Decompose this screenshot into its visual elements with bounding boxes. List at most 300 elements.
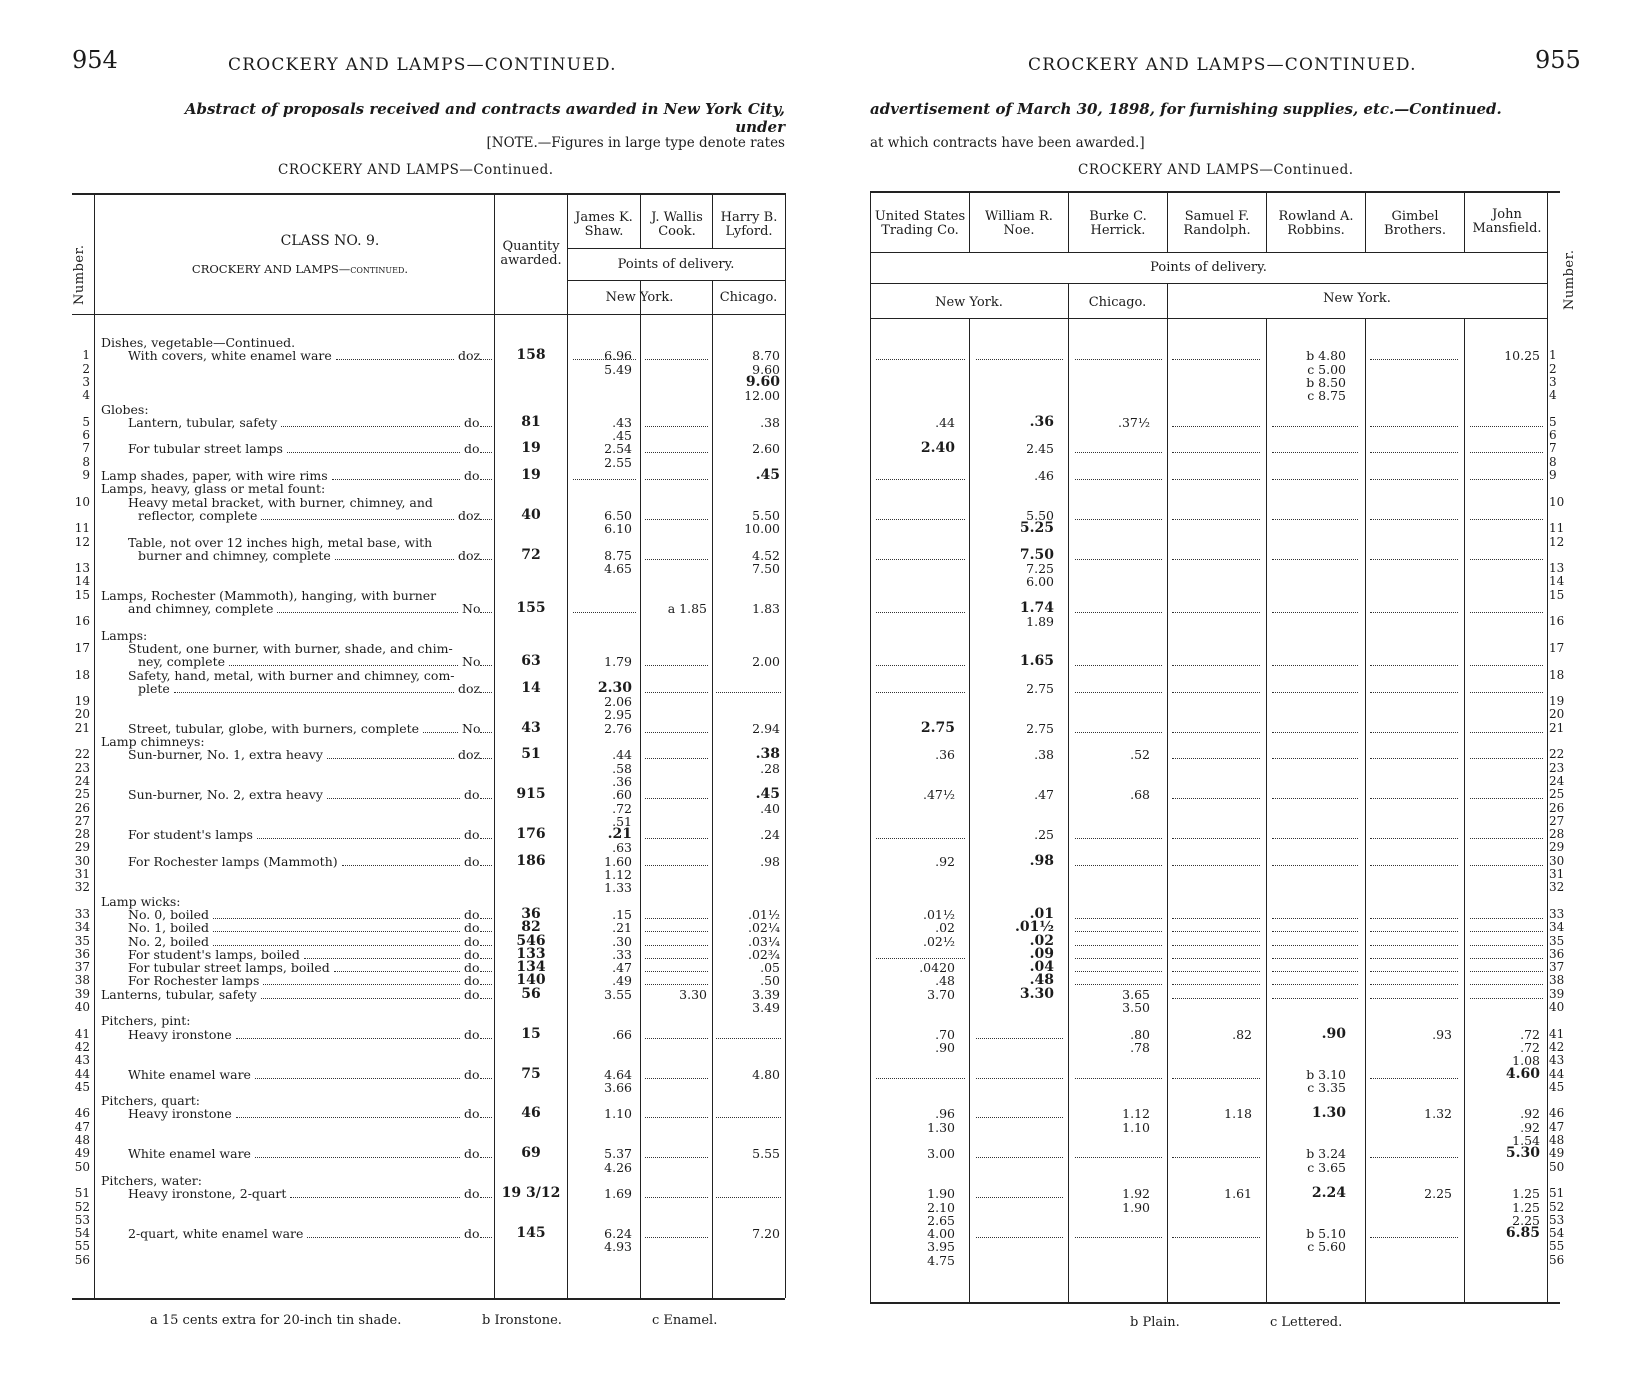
bid-ust: .36 (935, 747, 955, 763)
bid-lyford: 4.80 (752, 1066, 780, 1082)
bid-ust: .92 (935, 853, 955, 869)
row-number: 7 (82, 441, 90, 456)
bid-shaw: 2.06 (604, 694, 632, 710)
quantity-awarded: 51 (521, 746, 541, 763)
row-number-right: 13 (1549, 561, 1565, 576)
row-number: 19 (74, 694, 90, 709)
empty-cell-dots (1075, 665, 1162, 666)
bid-mansfield: 1.08 (1512, 1053, 1540, 1069)
leader-dots (480, 612, 492, 613)
bid-noe: 6.00 (1026, 574, 1054, 590)
quantity-awarded: 63 (521, 653, 541, 670)
bid-ust: 3.95 (927, 1239, 955, 1255)
bid-lyford: 2.94 (752, 720, 780, 736)
quantity-awarded: 19 (521, 440, 541, 457)
row-number: 36 (74, 946, 90, 961)
empty-cell-dots (1075, 958, 1162, 959)
bid-shaw: .43 (612, 414, 632, 430)
bid-robbins: b 4.80 (1306, 348, 1346, 364)
row-number-right: 36 (1549, 946, 1565, 961)
row-number-right: 40 (1549, 1000, 1565, 1014)
item-description: White enamel ware (128, 1146, 251, 1162)
leader-dots (307, 1237, 460, 1238)
item-unit: do (464, 920, 480, 936)
bid-shaw: 3.66 (604, 1079, 632, 1095)
bid-shaw: 6.10 (604, 521, 632, 537)
row-number-right: 26 (1549, 800, 1565, 815)
empty-cell-dots (1075, 838, 1162, 839)
empty-cell-dots (1272, 665, 1358, 666)
empty-cell-dots (645, 1197, 708, 1198)
bid-shaw: .58 (612, 760, 632, 776)
leader-dots (480, 958, 492, 959)
item-description: Heavy ironstone (128, 1026, 232, 1042)
item-unit: do (464, 1026, 480, 1042)
empty-cell-dots (1370, 426, 1458, 427)
item-unit: do (464, 468, 480, 483)
empty-cell-dots (1370, 359, 1458, 360)
bid-lyford: .05 (760, 960, 780, 976)
bid-lyford: 7.20 (752, 1226, 780, 1242)
bidder-cook: J. Wallis Cook. (651, 210, 703, 239)
bid-noe: .47 (1034, 787, 1054, 803)
right-page-number: 955 (1535, 46, 1581, 74)
row-number: 49 (74, 1146, 90, 1161)
item-description: Lamps: (101, 627, 148, 643)
bid-robbins: b 3.24 (1306, 1146, 1346, 1162)
quantity-awarded: 46 (521, 1105, 541, 1122)
empty-cell-dots (645, 1157, 708, 1158)
item-unit: do (464, 906, 480, 922)
empty-cell-dots (876, 1078, 965, 1079)
bid-ust: .02 (935, 920, 955, 936)
empty-cell-dots (1470, 798, 1543, 799)
empty-cell-dots (1172, 692, 1260, 693)
right-location-new-york-2: New York. (1323, 291, 1391, 306)
quantity-awarded: 36 (521, 905, 541, 922)
empty-cell-dots (1370, 1237, 1458, 1238)
row-number-right: 31 (1549, 867, 1565, 881)
empty-cell-dots (1370, 1078, 1458, 1079)
quantity-awarded: 133 (516, 945, 546, 962)
bid-shaw: .72 (612, 800, 632, 816)
item-unit: do (464, 1106, 480, 1122)
item-description: burner and chimney, complete (138, 547, 331, 563)
row-number: 47 (74, 1119, 90, 1134)
bid-ust: .02½ (923, 933, 955, 949)
empty-cell-dots (1075, 612, 1162, 613)
bid-lyford: .98 (760, 853, 780, 869)
empty-cell-dots (1470, 519, 1543, 520)
bid-robbins: c 8.75 (1307, 388, 1346, 404)
empty-cell-dots (1172, 665, 1260, 666)
bid-shaw: .15 (612, 906, 632, 922)
empty-cell-dots (1075, 519, 1162, 520)
bid-lyford: .45 (755, 786, 780, 803)
quantity-awarded: 176 (516, 826, 546, 843)
item-unit: do (464, 787, 480, 803)
empty-cell-dots (1075, 692, 1162, 693)
bid-shaw: .44 (612, 747, 632, 763)
empty-cell-dots (645, 479, 708, 480)
empty-cell-dots (1470, 838, 1543, 839)
quantity-awarded: 14 (521, 679, 541, 696)
item-description: Heavy metal bracket, with burner, chimney, and (128, 494, 433, 510)
empty-cell-dots (1370, 519, 1458, 520)
row-number: 11 (74, 521, 90, 536)
empty-cell-dots (1075, 732, 1162, 733)
row-number-right: 38 (1549, 973, 1565, 988)
left-points-of-delivery: Points of delivery. (617, 257, 735, 272)
leader-dots (480, 559, 492, 560)
empty-cell-dots (645, 1117, 708, 1118)
item-description: Lamps, heavy, glass or metal fount: (101, 481, 326, 497)
empty-cell-dots (645, 945, 708, 946)
empty-cell-dots (1172, 452, 1260, 453)
empty-cell-dots (1470, 732, 1543, 733)
bid-lyford: 3.39 (752, 986, 780, 1002)
leader-dots (257, 838, 460, 839)
row-number-right: 32 (1549, 880, 1565, 895)
row-number: 12 (74, 534, 90, 549)
item-description: Lamp shades, paper, with wire rims (101, 468, 328, 483)
leader-dots (480, 519, 492, 520)
leader-dots (480, 426, 492, 427)
empty-cell-dots (876, 958, 965, 959)
bid-shaw: 6.50 (604, 507, 632, 523)
empty-cell-dots (716, 1038, 781, 1039)
empty-cell-dots (976, 1038, 1063, 1039)
bid-robbins: 2.24 (1311, 1185, 1346, 1202)
empty-cell-dots (645, 931, 708, 932)
empty-cell-dots (645, 519, 708, 520)
bid-shaw: .33 (612, 946, 632, 962)
empty-cell-dots (716, 1197, 781, 1198)
empty-cell-dots (1272, 945, 1358, 946)
empty-cell-dots (976, 1157, 1063, 1158)
empty-cell-dots (976, 1197, 1063, 1198)
bid-noe: 2.75 (1026, 720, 1054, 736)
bid-shaw: 8.75 (604, 547, 632, 563)
leader-dots (480, 452, 492, 453)
left-section-title: CROCKERY AND LAMPS—Continued. (278, 162, 554, 178)
item-description: Sun-burner, No. 1, extra heavy (128, 747, 323, 763)
item-description: plete (138, 680, 170, 696)
row-number: 37 (74, 960, 90, 975)
leader-dots (174, 692, 454, 693)
bid-robbins: b 5.10 (1306, 1226, 1346, 1242)
empty-cell-dots (645, 918, 708, 919)
row-number-right: 22 (1549, 747, 1565, 762)
empty-cell-dots (645, 732, 708, 733)
item-description: Lamp wicks: (101, 893, 181, 909)
row-number: 33 (74, 906, 90, 921)
empty-cell-dots (1272, 984, 1358, 985)
empty-cell-dots (1370, 838, 1458, 839)
footnote-c-right: c Lettered. (1270, 1315, 1343, 1330)
leader-dots (480, 692, 492, 693)
bid-lyford: 9.60 (752, 361, 780, 377)
empty-cell-dots (1172, 958, 1260, 959)
row-number: 52 (74, 1199, 90, 1214)
empty-cell-dots (1172, 865, 1260, 866)
item-description: For tubular street lamps, boiled (128, 960, 330, 976)
bid-herrick: .52 (1130, 747, 1150, 763)
empty-cell-dots (1172, 798, 1260, 799)
quantity-awarded: 915 (516, 786, 546, 803)
leader-dots (480, 1078, 492, 1079)
row-number: 8 (82, 454, 90, 469)
item-description: Lanterns, tubular, safety (101, 986, 257, 1002)
row-number-right: 53 (1549, 1212, 1565, 1227)
row-number-right: 8 (1549, 454, 1557, 469)
bid-lyford: .28 (760, 760, 780, 776)
left-abstract-title: Abstract of proposals received and contracts awarded in New York City, under (184, 100, 785, 136)
bid-shaw: 4.26 (604, 1159, 632, 1175)
row-number: 40 (74, 1000, 90, 1014)
empty-cell-dots (1470, 865, 1543, 866)
empty-cell-dots (1272, 865, 1358, 866)
empty-cell-dots (1272, 479, 1358, 480)
bid-noe: 1.89 (1026, 614, 1054, 630)
empty-cell-dots (1370, 665, 1458, 666)
bidder-united-states-trading: United States Trading Co. (874, 209, 966, 238)
row-number-right: 6 (1549, 428, 1557, 443)
empty-cell-dots (645, 958, 708, 959)
bid-lyford: 10.00 (744, 521, 780, 537)
right-location-new-york: New York. (935, 295, 1003, 310)
row-number-right: 44 (1549, 1066, 1565, 1081)
item-description: Table, not over 12 inches high, metal base, with (128, 534, 433, 550)
leader-dots (332, 479, 460, 480)
empty-cell-dots (1172, 612, 1260, 613)
leader-dots (480, 758, 492, 759)
empty-cell-dots (976, 1078, 1063, 1079)
bid-noe: 3.30 (1019, 985, 1054, 1002)
bid-ust: 1.90 (927, 1186, 955, 1202)
row-number: 35 (74, 933, 90, 948)
empty-cell-dots (1470, 998, 1543, 999)
left-location-new-york: New York. (605, 290, 674, 305)
leader-dots (304, 958, 460, 959)
empty-cell-dots (1172, 931, 1260, 932)
item-description: For tubular street lamps (128, 441, 283, 457)
row-number-right: 34 (1549, 920, 1565, 935)
leader-dots (480, 732, 492, 733)
empty-cell-dots (876, 838, 965, 839)
bid-herrick: .68 (1130, 787, 1150, 803)
bid-lyford: .01½ (748, 906, 780, 922)
row-number-right: 4 (1549, 388, 1557, 403)
bid-herrick: 3.50 (1122, 1000, 1150, 1015)
row-number-right: 41 (1549, 1026, 1565, 1041)
footnote-a: a 15 cents extra for 20-inch tin shade. (150, 1313, 402, 1328)
bid-ust: 1.30 (927, 1119, 955, 1135)
row-number-right: 1 (1549, 348, 1557, 363)
row-number-right: 17 (1549, 640, 1565, 655)
row-number-right: 45 (1549, 1079, 1565, 1094)
bid-robbins: b 8.50 (1306, 374, 1346, 390)
bid-mansfield: 5.30 (1505, 1145, 1540, 1162)
empty-cell-dots (1075, 945, 1162, 946)
empty-cell-dots (1272, 426, 1358, 427)
left-note: [NOTE.—Figures in large type denote rates (486, 135, 785, 151)
empty-cell-dots (1470, 479, 1543, 480)
empty-cell-dots (1172, 984, 1260, 985)
item-description: No. 1, boiled (128, 920, 210, 936)
row-number-right: 30 (1549, 853, 1565, 868)
row-number: 15 (74, 587, 90, 602)
empty-cell-dots (1370, 865, 1458, 866)
bid-shaw: .63 (612, 840, 632, 856)
item-description: Pitchers, pint: (101, 1013, 191, 1029)
empty-cell-dots (976, 1117, 1063, 1118)
row-number: 21 (74, 720, 90, 735)
leader-dots (277, 612, 458, 613)
item-description: No. 2, boiled (128, 933, 210, 949)
empty-cell-dots (645, 865, 708, 866)
quantity-awarded: 145 (516, 1225, 546, 1242)
empty-cell-dots (1172, 479, 1260, 480)
empty-cell-dots (1075, 971, 1162, 972)
bid-shaw: 3.55 (604, 986, 632, 1002)
empty-cell-dots (1370, 918, 1458, 919)
empty-cell-dots (1272, 612, 1358, 613)
leader-dots (327, 758, 454, 759)
leader-dots (229, 665, 458, 666)
empty-cell-dots (1172, 918, 1260, 919)
row-number: 38 (74, 973, 90, 988)
row-number: 29 (74, 840, 90, 855)
leader-dots (480, 998, 492, 999)
bidder-noe: William R. Noe. (985, 209, 1053, 238)
class-subtitle: CROCKERY AND LAMPS—continued. (191, 262, 409, 276)
item-unit: doz (458, 507, 481, 523)
leader-dots (480, 931, 492, 932)
empty-cell-dots (716, 692, 781, 693)
bid-noe: .48 (1029, 972, 1054, 989)
row-number: 34 (74, 920, 90, 935)
bidder-robbins: Rowland A. Robbins. (1278, 209, 1354, 238)
bid-lyford: 2.60 (752, 441, 780, 457)
bid-shaw: 5.37 (604, 1146, 632, 1162)
empty-cell-dots (1470, 452, 1543, 453)
bid-shaw: .51 (612, 813, 632, 829)
bid-ust: 4.75 (927, 1252, 955, 1268)
bid-robbins: c 5.00 (1307, 361, 1346, 377)
item-description: reflector, complete (138, 507, 258, 523)
item-unit: doz (458, 348, 481, 364)
empty-cell-dots (573, 479, 636, 480)
row-number-right: 48 (1549, 1133, 1565, 1147)
row-number-right: 12 (1549, 534, 1565, 549)
row-number: 16 (74, 614, 90, 629)
bid-mansfield: 2.25 (1512, 1212, 1540, 1228)
row-number-right: 47 (1549, 1119, 1565, 1134)
item-unit: do (464, 960, 480, 976)
empty-cell-dots (1272, 692, 1358, 693)
bid-shaw: .36 (612, 773, 632, 789)
bidder-gimbel: Gimbel Brothers. (1384, 209, 1446, 238)
empty-cell-dots (1272, 519, 1358, 520)
row-number: 28 (74, 827, 90, 842)
quantity-awarded: 69 (521, 1145, 541, 1162)
bid-lyford: 8.70 (752, 348, 780, 364)
empty-cell-dots (1370, 732, 1458, 733)
empty-cell-dots (645, 426, 708, 427)
item-description: For student's lamps (128, 827, 253, 843)
right-note: at which contracts have been awarded.] (870, 135, 1145, 151)
bid-shaw: .49 (612, 973, 632, 989)
row-number-right: 23 (1549, 760, 1565, 775)
quantity-awarded: 186 (516, 852, 546, 869)
bid-shaw: 5.49 (604, 361, 632, 377)
empty-cell-dots (645, 665, 708, 666)
bid-lyford: 7.50 (752, 561, 780, 577)
bid-herrick: .78 (1130, 1039, 1150, 1055)
bid-noe: .38 (1034, 747, 1054, 763)
empty-cell-dots (1172, 971, 1260, 972)
row-number: 56 (74, 1252, 90, 1267)
row-number-right: 9 (1549, 468, 1557, 482)
leader-dots (480, 984, 492, 985)
bid-noe: 5.50 (1026, 507, 1054, 523)
row-number: 50 (74, 1159, 90, 1174)
bid-noe: .01 (1029, 905, 1054, 922)
bid-shaw: 2.76 (604, 720, 632, 736)
row-number: 18 (74, 667, 90, 682)
empty-cell-dots (645, 1038, 708, 1039)
bid-shaw: .21 (612, 920, 632, 936)
leader-dots (263, 984, 460, 985)
empty-cell-dots (1272, 958, 1358, 959)
right-points-of-delivery: Points of delivery. (1150, 260, 1267, 275)
bid-noe: .25 (1034, 827, 1054, 843)
row-number-right: 7 (1549, 441, 1557, 456)
empty-cell-dots (1370, 798, 1458, 799)
item-unit: No (462, 654, 481, 670)
bidder-lyford: Harry B. Lyford. (720, 210, 778, 239)
bid-mansfield: .92 (1520, 1106, 1540, 1122)
row-number: 1 (82, 348, 90, 363)
bid-robbins: 1.30 (1311, 1105, 1346, 1122)
bid-ust: .0420 (919, 960, 955, 976)
item-description: For student's lamps, boiled (128, 946, 300, 962)
empty-cell-dots (1172, 519, 1260, 520)
bid-lyford: .02¾ (748, 946, 780, 962)
item-unit: do (464, 853, 480, 869)
row-number: 39 (74, 986, 90, 1001)
bid-ust: 2.65 (927, 1212, 955, 1228)
row-number-right: 18 (1549, 667, 1565, 682)
bid-lyford: .45 (755, 467, 780, 483)
bid-shaw: 4.64 (604, 1066, 632, 1082)
empty-cell-dots (645, 971, 708, 972)
row-number: 9 (82, 468, 90, 482)
leader-dots (327, 798, 460, 799)
empty-cell-dots (1370, 958, 1458, 959)
empty-cell-dots (1470, 971, 1543, 972)
bid-lyford: 1.83 (752, 601, 780, 616)
quantity-awarded: 140 (516, 972, 546, 989)
bid-noe: 1.65 (1019, 653, 1054, 670)
bid-robbins: c 3.65 (1307, 1159, 1346, 1175)
item-unit: do (464, 986, 480, 1002)
empty-cell-dots (1075, 865, 1162, 866)
leader-dots (480, 665, 492, 666)
bidder-herrick: Burke C. Herrick. (1089, 209, 1147, 238)
empty-cell-dots (1470, 692, 1543, 693)
